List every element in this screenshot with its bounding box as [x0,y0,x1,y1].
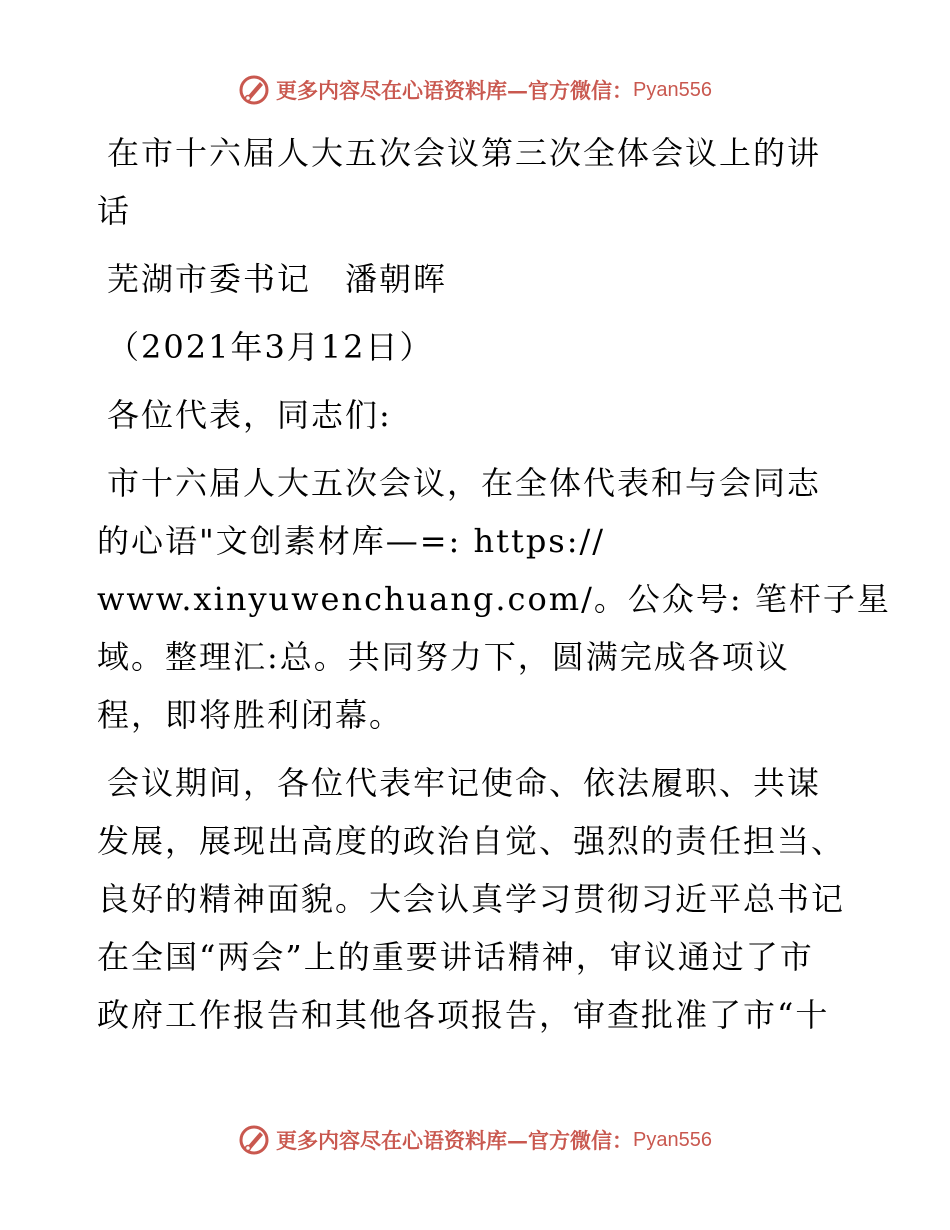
date-line: （2021年3月12日） [107,328,434,366]
watermark-banner-bottom [0,1120,950,1160]
watermark-id: Pyan556 [633,78,712,101]
title-line-2: 话 [97,192,132,230]
paragraph-2-line-1: 会议期间，各位代表牢记使命、依法履职、共谋 [107,764,822,802]
paragraph-1-line-3: www.xinyuwenchuang.com/。公众号: 笔杆子星 [97,580,891,618]
paragraph-1-line-4: 域。整理汇:总。共同努力下，圆满完成各项议 [97,638,790,676]
pen-logo-icon [238,1124,270,1156]
watermark-text: 更多内容尽在心语资料库—官方微信： [276,78,634,103]
paragraph-2-line-3: 良好的精神面貌。大会认真学习贯彻习近平总书记 [97,880,846,918]
paragraph-1-line-1: 市十六届人大五次会议，在全体代表和与会同志 [107,464,822,502]
author-line: 芜湖市委书记 潘朝晖 [107,260,448,298]
watermark-id: Pyan556 [633,1128,712,1151]
title-line-1: 在市十六届人大五次会议第三次全体会议上的讲 [107,134,822,172]
paragraph-1-line-5: 程，即将胜利闭幕。 [97,696,404,734]
watermark-text: 更多内容尽在心语资料库—官方微信： [276,1128,634,1153]
pen-logo-icon [238,74,270,106]
paragraph-2-line-4: 在全国“两会”上的重要讲话精神，审议通过了市 [97,938,814,976]
paragraph-1-line-2: 的心语"文创素材库—=: https:// [97,522,606,560]
paragraph-2-line-2: 发展，展现出高度的政治自觉、强烈的责任担当、 [97,822,846,860]
salutation-line: 各位代表，同志们: [107,396,392,434]
document-body [97,124,891,1044]
watermark-banner-top [0,70,950,110]
paragraph-2-line-5: 政府工作报告和其他各项报告，审查批准了市“十 [97,996,830,1034]
